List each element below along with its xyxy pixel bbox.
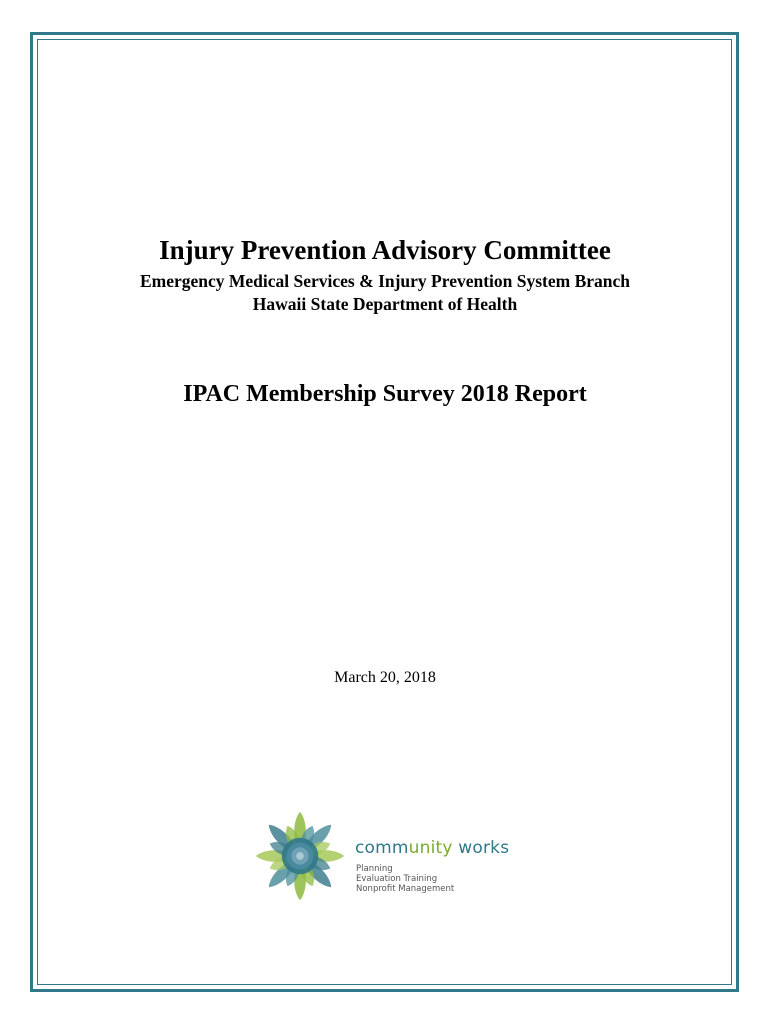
branch-name: Emergency Medical Services & Injury Prevention System Branch [139,271,631,291]
committee-subtitle [0,270,770,316]
logo-tagline-line: Nonprofit Management [356,884,455,894]
logo-wordmark-part1: comm [355,838,409,858]
community-works-logo [252,808,532,904]
logo-tagline [356,864,454,894]
report-date: March 20, 2018 [334,669,436,686]
logo-wordmark-part3: works [452,838,510,858]
committee-title: Injury Prevention Advisory Committee [159,235,611,265]
logo-tagline-line: Evaluation Training [356,874,438,884]
logo-wordmark-part2: unity [408,838,453,858]
logo-wordmark [355,838,509,858]
logo-tagline-line: Planning [356,864,393,874]
report-title: IPAC Membership Survey 2018 Report [183,381,587,407]
department-name: Hawaii State Department of Health [252,294,518,314]
flower-mandala-icon [252,808,348,904]
